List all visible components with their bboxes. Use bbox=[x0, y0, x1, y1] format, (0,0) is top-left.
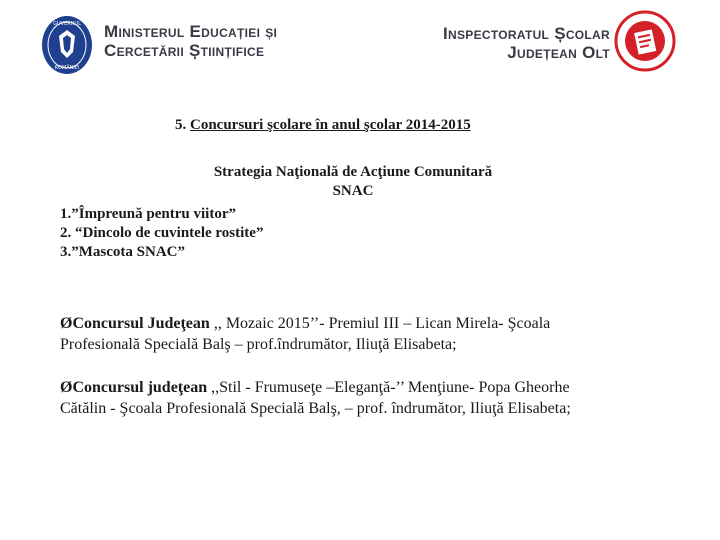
contest-item bbox=[60, 313, 660, 355]
contest-title: Concursul judeţean bbox=[72, 379, 208, 396]
inspectorate-line-1: Inspectoratul Școlar bbox=[442, 24, 610, 43]
inspectorate-line-2: Județean Olt bbox=[507, 43, 610, 62]
list-item: 1.”Împreună pentru viitor” bbox=[60, 206, 236, 222]
contest-details: ,,Stil - Frumuseţe –Eleganţă-’’ Menţiune- Popa Gheorhe bbox=[207, 379, 570, 396]
arrow-bullet-icon: Ø bbox=[60, 315, 73, 332]
arrow-bullet-icon: Ø bbox=[60, 379, 73, 396]
inspectorate-name bbox=[443, 24, 610, 62]
ministry-line-2: Cercetării Științifice bbox=[104, 41, 265, 60]
government-seal-icon bbox=[40, 14, 94, 76]
svg-text:ROMÂNIEI: ROMÂNIEI bbox=[54, 65, 80, 71]
contest-details-line-2: Profesională Specială Balş – prof.îndrumător, Iliuţă Elisabeta; bbox=[60, 336, 457, 353]
project-list bbox=[60, 205, 263, 262]
contest-item bbox=[60, 377, 660, 419]
contest-title: Concursul Judeţean bbox=[72, 315, 210, 332]
svg-text:GUVERNUL: GUVERNUL bbox=[53, 21, 81, 27]
ministry-line-1: Ministerul Educației și bbox=[104, 22, 278, 41]
section-title-text: Concursuri şcolare în anul şcolar 2014-2015 bbox=[190, 117, 471, 133]
section-number: 5. bbox=[175, 117, 187, 133]
strategy-heading bbox=[188, 163, 518, 201]
contest-details-line-2: Cătălin - Şcoala Profesională Specială Balş, – prof. îndrumător, Iliuţă Elisabeta; bbox=[60, 400, 571, 417]
inspectorate-logo-icon bbox=[614, 10, 676, 72]
strategy-line-2: SNAC bbox=[332, 183, 374, 199]
section-title bbox=[175, 117, 471, 134]
ministry-name bbox=[104, 22, 277, 60]
page-header bbox=[0, 0, 720, 90]
list-item: 2. “Dincolo de cuvintele rostite” bbox=[60, 225, 264, 241]
contest-details: ,, Mozaic 2015’’- Premiul III – Lican Mirela- Şcoala bbox=[209, 315, 551, 332]
strategy-line-1: Strategia Naţională de Acţiune Comunitară bbox=[213, 164, 493, 180]
list-item: 3.”Mascota SNAC” bbox=[60, 244, 185, 260]
